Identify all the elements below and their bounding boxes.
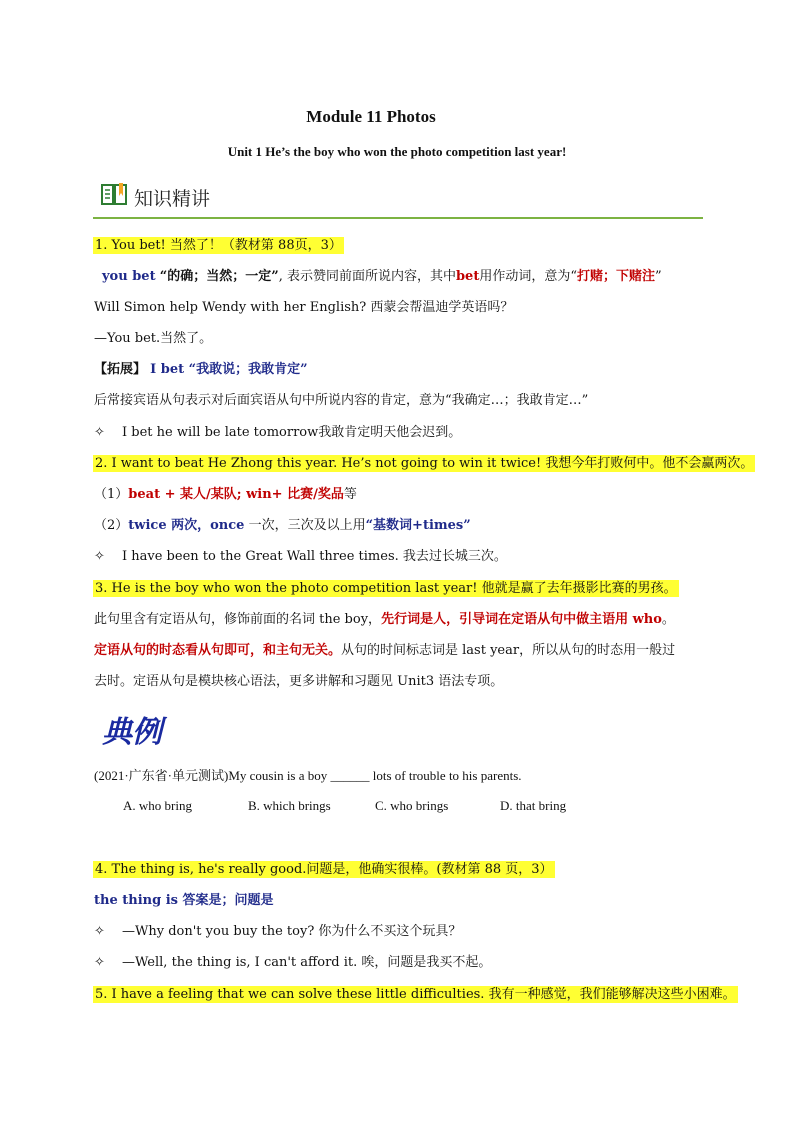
item1-extension: 【拓展】 I bet “我敢说；我敢肯定” bbox=[94, 362, 308, 377]
item2-point2: （2）twice 两次，once 一次，三次及以上用“基数词+times” bbox=[94, 518, 471, 533]
section-divider bbox=[93, 217, 703, 219]
section-header bbox=[100, 183, 210, 211]
bullet-icon: ✧ bbox=[94, 924, 105, 939]
book-icon bbox=[100, 182, 128, 212]
item3-line2: 定语从句的时态看从句即可，和主句无关。从句的时间标志词是 last year，所以从句的时态用一般过 bbox=[94, 643, 676, 658]
page-title: Module 11 Photos bbox=[306, 107, 436, 126]
item1-heading: 1. You bet! 当然了！（教材第 88页，3） bbox=[95, 238, 342, 253]
item2-heading: 2. I want to beat He Zhong this year. He’s not going to win it twice! 我想今年打败何中。他不会赢两次。 bbox=[95, 456, 754, 471]
item2-point1: （1）beat + 某人/某队; win+ 比赛/奖品等 bbox=[94, 487, 357, 502]
bullet-icon: ✧ bbox=[94, 425, 105, 440]
item1-ext-example: ✧ I bet he will be late tomorrow我敢肯定明天他会迟到。 bbox=[94, 423, 461, 443]
item4-phrase: the thing is 答案是；问题是 bbox=[94, 893, 274, 908]
option-d: D. that bring bbox=[500, 798, 567, 813]
item4-heading: 4. The thing is, he's really good.问题是，他确实很棒。(教材第 88 页，3） bbox=[95, 862, 553, 877]
item1-ext-note: 后常接宾语从句表示对后面宾语从句中所说内容的肯定，意为“我确定…；我敢肯定…” bbox=[94, 393, 589, 408]
item2-example: ✧ I have been to the Great Wall three times. 我去过长城三次。 bbox=[94, 547, 507, 567]
bullet-icon: ✧ bbox=[94, 549, 105, 564]
item3-line1: 此句里含有定语从句，修饰前面的名词 the boy，先行词是人，引导词在定语从句中做主语用 who。 bbox=[94, 612, 675, 627]
item4-example1: ✧ —Why don't you buy the toy? 你为什么不买这个玩具？ bbox=[94, 922, 461, 942]
section-label: 知识精讲 bbox=[134, 187, 211, 210]
item4-example2: ✧ —Well, the thing is, I can't afford it. 唉，问题是我买不起。 bbox=[94, 953, 491, 973]
item3-line3: 去时。定语从句是模块核心语法，更多讲解和习题见 Unit3 语法专项。 bbox=[94, 674, 504, 689]
item3-question: (2021·广东省·单元测试)My cousin is a boy ______ lots of trouble to his parents. bbox=[94, 768, 522, 783]
item1-reply: —You bet.当然了。 bbox=[94, 331, 213, 346]
option-b: B. which brings bbox=[248, 798, 331, 813]
item1-example: Will Simon help Wendy with her English? 西蒙会帮温迪学英语吗？ bbox=[94, 300, 514, 315]
page-subtitle: Unit 1 He’s the boy who won the photo competition last year! bbox=[227, 144, 567, 159]
example-stamp bbox=[100, 710, 180, 750]
bullet-icon: ✧ bbox=[94, 955, 105, 970]
item1-definition: you bet “的确；当然；一定”, 表示赞同前面所说内容，其中bet用作动词，意为“打赌；下赌注” bbox=[102, 269, 662, 284]
item3-heading: 3. He is the boy who won the photo competition last year! 他就是赢了去年摄影比赛的男孩。 bbox=[95, 581, 677, 596]
svg-text:典例: 典例 bbox=[102, 715, 162, 750]
option-c: C. who brings bbox=[375, 798, 449, 813]
item5-heading: 5. I have a feeling that we can solve these little difficulties. 我有一种感觉，我们能够解决这些小困难。 bbox=[95, 987, 736, 1002]
option-a: A. who bring bbox=[123, 798, 192, 813]
